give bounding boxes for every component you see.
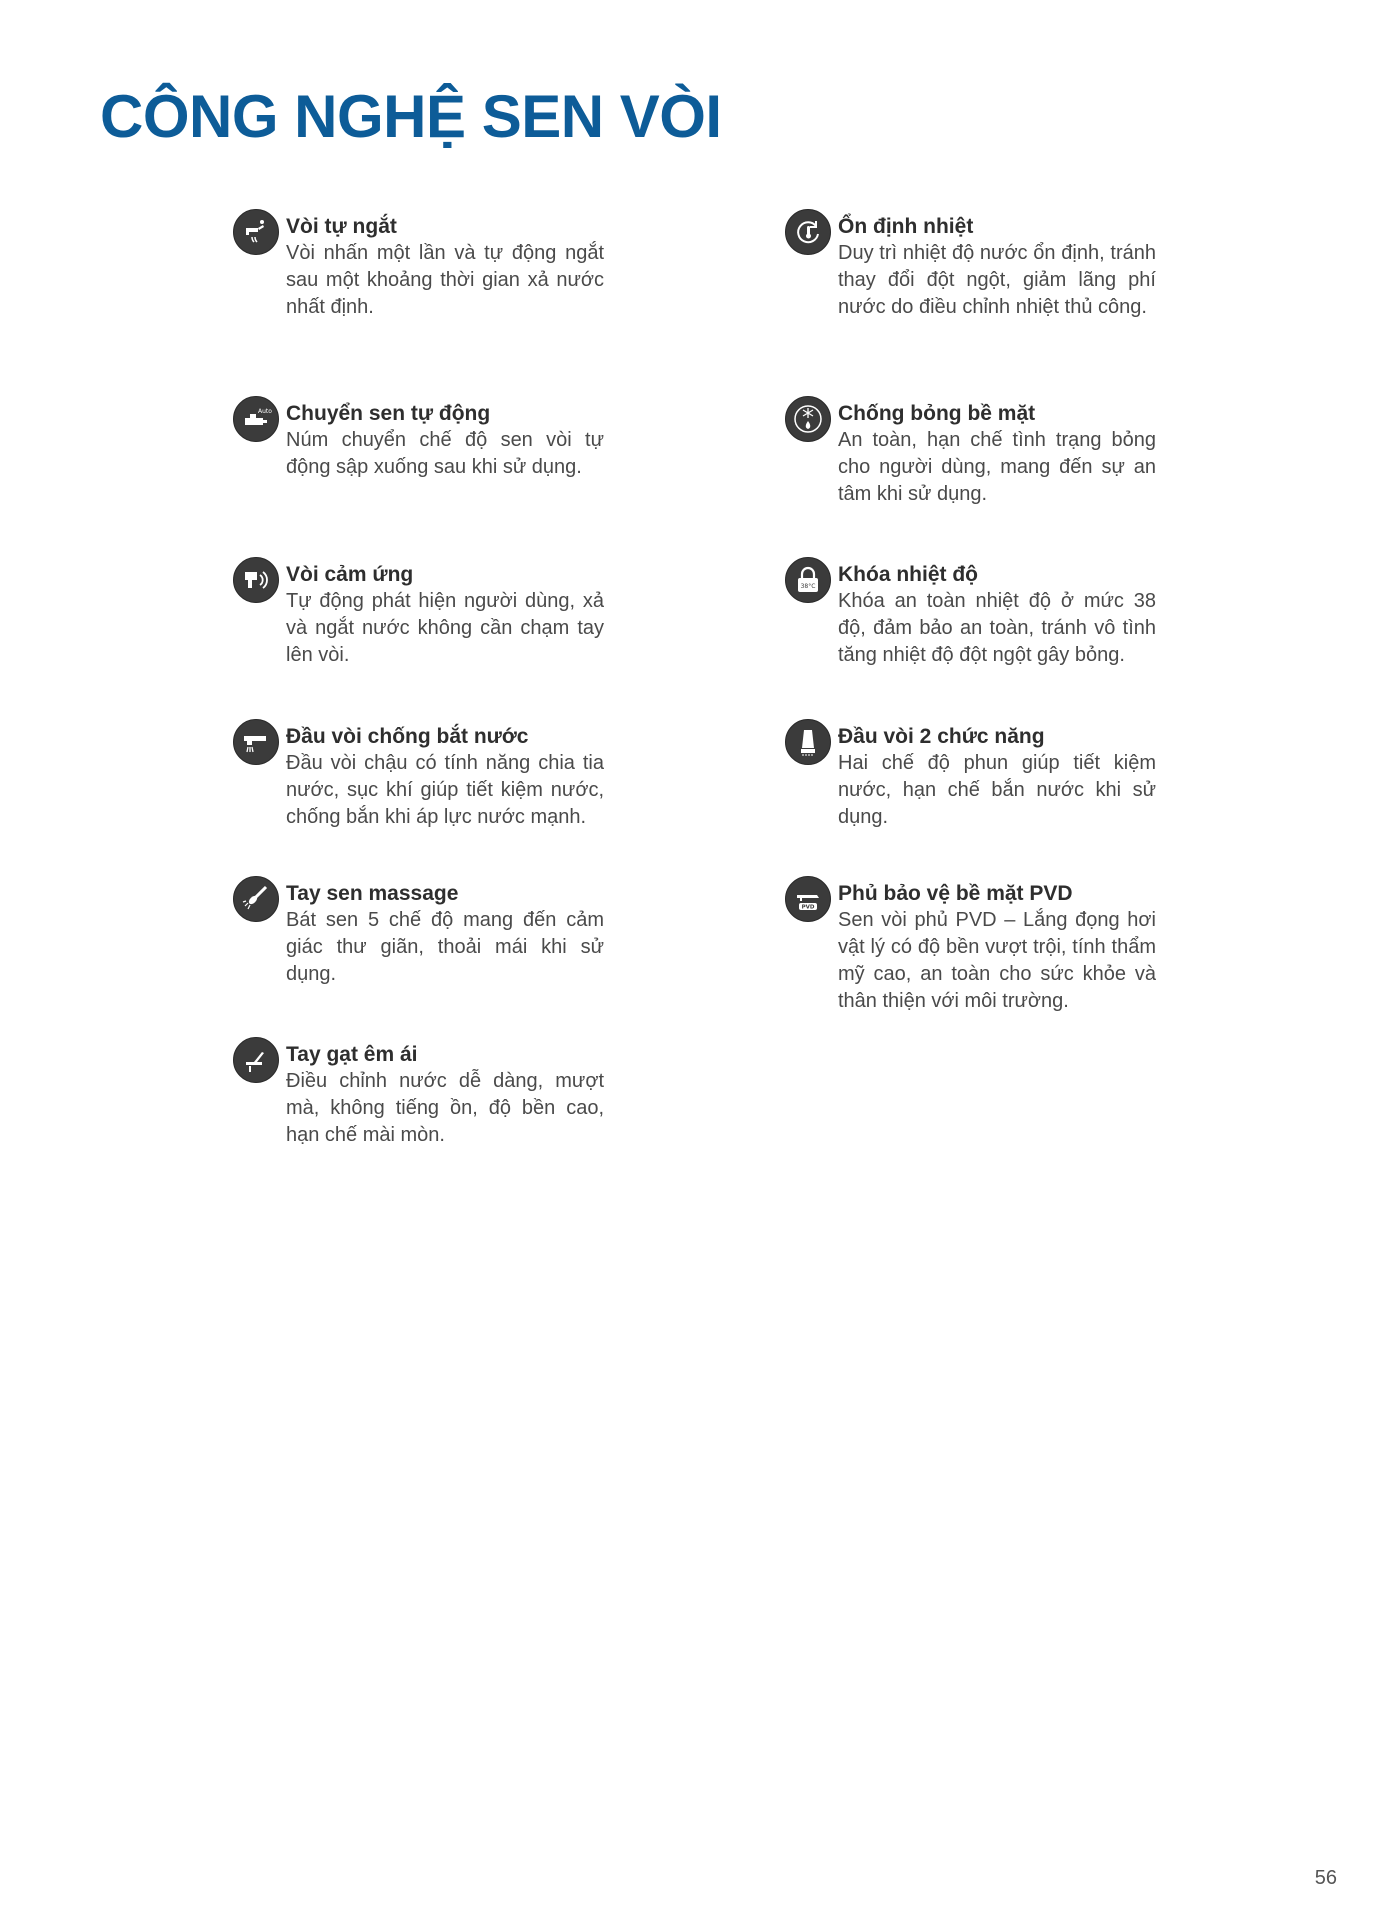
feature-description: Hai chế độ phun giúp tiết kiệm nước, hạn chế bắn nước khi sử dụng. — [838, 752, 1156, 828]
temperature-lock-icon — [785, 557, 831, 603]
feature-temperature-lock — [785, 561, 1285, 669]
feature-title: Chống bỏng bề mặt — [838, 402, 1036, 425]
feature-title: Tay gạt êm ái — [286, 1043, 418, 1066]
feature-description: Núm chuyển chế độ sen vòi tự động sập xuống sau khi sử dụng. — [286, 429, 604, 478]
feature-aerator-spout — [233, 723, 733, 831]
feature-anti-scald — [785, 400, 1285, 508]
feature-description: Duy trì nhiệt độ nước ổn định, tránh thay đổi đột ngột, giảm lãng phí nước do điều chỉnh nhiệt thủ công. — [838, 242, 1156, 318]
feature-description: Điều chỉnh nước dễ dàng, mượt mà, không tiếng ồn, độ bền cao, hạn chế mài mòn. — [286, 1070, 604, 1146]
feature-description: Bát sen 5 chế độ mang đến cảm giác thư giãn, thoải mái khi sử dụng. — [286, 909, 604, 985]
feature-smooth-lever — [233, 1041, 733, 1149]
faucet-auto-stop-icon — [233, 209, 279, 255]
anti-scald-icon — [785, 396, 831, 442]
sensor-faucet-icon — [233, 557, 279, 603]
thermostat-cycle-icon — [785, 209, 831, 255]
feature-title: Khóa nhiệt độ — [838, 563, 978, 586]
feature-sensor-faucet — [233, 561, 733, 669]
feature-massage-shower — [233, 880, 733, 988]
feature-description: Sen vòi phủ PVD – Lắng đọng hơi vật lý có độ bền vượt trội, tính thẩm mỹ cao, an toàn cho sức khỏe và thân thiện với môi trường. — [838, 909, 1156, 1012]
feature-title: Đầu vòi chống bắt nước — [286, 725, 529, 748]
feature-description: Đầu vòi chậu có tính năng chia tia nước, sục khí giúp tiết kiệm nước, chống bắn khi áp lực nước mạnh. — [286, 752, 604, 828]
feature-thermostatic — [785, 213, 1285, 321]
feature-auto-stop-faucet — [233, 213, 733, 321]
feature-title: Tay sen massage — [286, 882, 459, 905]
massage-shower-icon — [233, 876, 279, 922]
feature-pvd-coating — [785, 880, 1285, 1015]
feature-title: Ổn định nhiệt — [838, 215, 974, 238]
pvd-coating-icon-text: PVD — [801, 904, 815, 911]
feature-description: Tự động phát hiện người dùng, xả và ngắt nước không cần chạm tay lên vòi. — [286, 590, 604, 666]
aerator-faucet-icon — [233, 719, 279, 765]
feature-title: Vòi cảm ứng — [286, 563, 414, 586]
page-title: CÔNG NGHỆ SEN VÒI — [100, 83, 722, 150]
auto-diverter-icon-text: Auto — [258, 408, 272, 415]
auto-diverter-icon — [233, 396, 279, 442]
feature-dual-function-spout — [785, 723, 1285, 831]
feature-title: Đầu vòi 2 chức năng — [838, 725, 1045, 748]
feature-title: Phủ bảo vệ bề mặt PVD — [838, 882, 1073, 905]
feature-title: Vòi tự ngắt — [286, 215, 397, 238]
temperature-lock-icon-text: 38°C — [800, 583, 816, 590]
page-number: 56 — [1314, 1867, 1337, 1889]
feature-title: Chuyển sen tự động — [286, 402, 491, 425]
feature-description: Khóa an toàn nhiệt độ ở mức 38 độ, đảm bảo an toàn, tránh vô tình tăng nhiệt độ đột ngột gây bỏng. — [838, 590, 1156, 666]
pvd-coating-icon — [785, 876, 831, 922]
feature-description: An toàn, hạn chế tình trạng bỏng cho người dùng, mang đến sự an tâm khi sử dụng. — [838, 429, 1156, 505]
smooth-lever-icon — [233, 1037, 279, 1083]
feature-description: Vòi nhấn một lần và tự động ngắt sau một khoảng thời gian xả nước nhất định. — [286, 242, 604, 318]
dual-function-spout-icon — [785, 719, 831, 765]
feature-auto-diverter — [233, 400, 733, 481]
